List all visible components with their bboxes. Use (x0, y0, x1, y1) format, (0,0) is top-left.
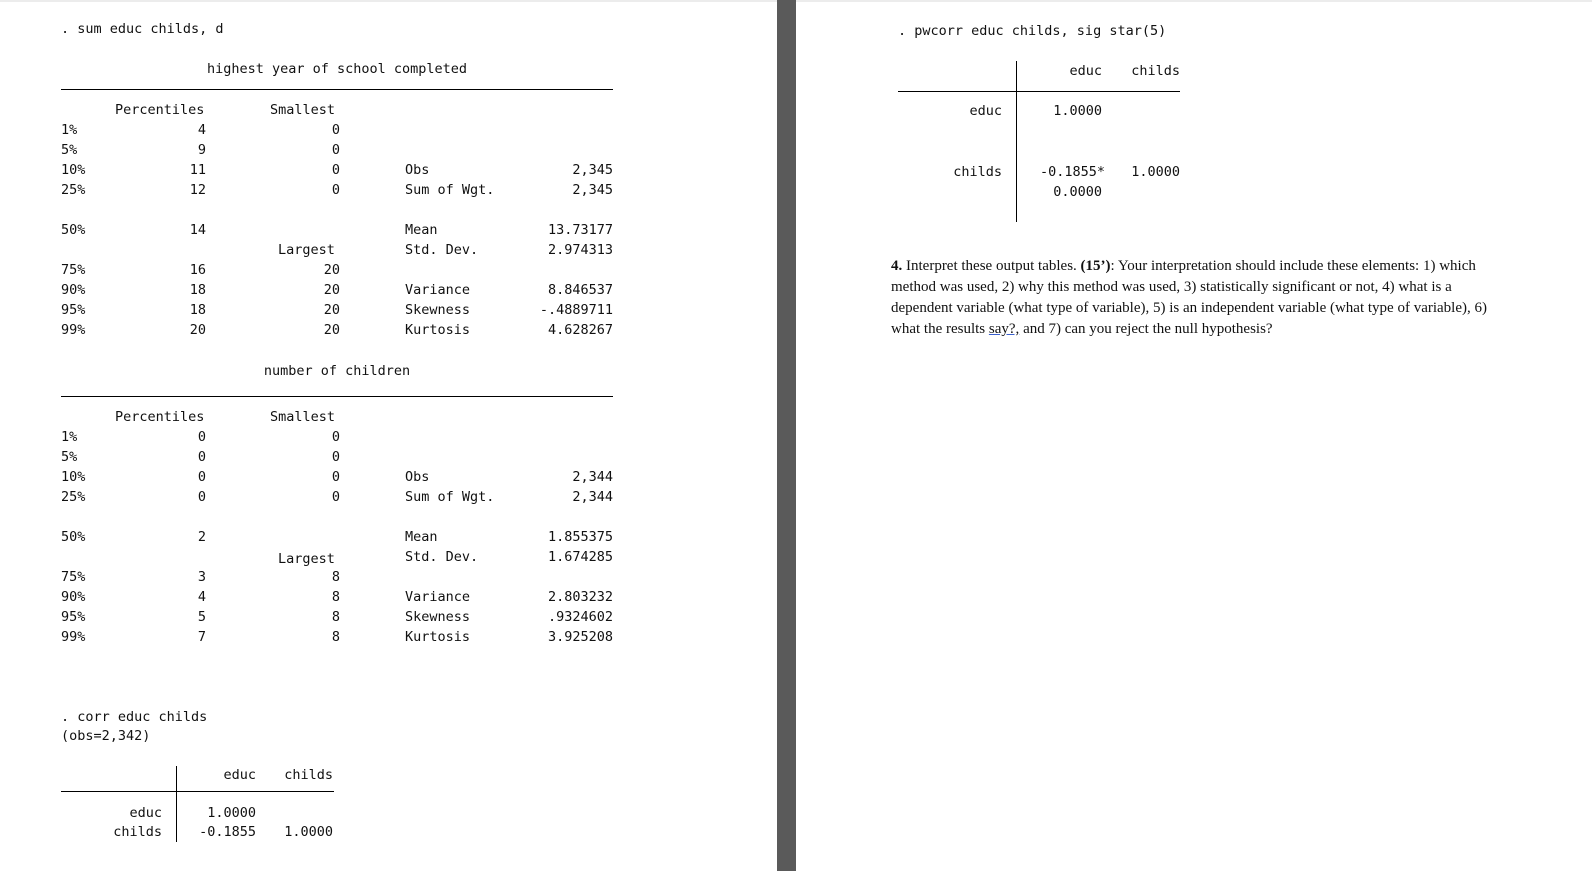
s1-stat-label: Obs (405, 162, 430, 178)
corr-r2c1: -0.1855 (199, 824, 256, 840)
s1-percent: 99% (61, 322, 86, 338)
s2-extreme-value: 0 (331, 429, 340, 445)
sum-command: . sum educ childs, d (61, 21, 224, 37)
s2-stat-value: 1.855375 (547, 529, 613, 545)
s2-extreme-value: 0 (331, 469, 340, 485)
s1-percent: 1% (61, 122, 78, 138)
section1-percentiles-header: Percentiles (115, 102, 205, 118)
section2-percentiles-header: Percentiles (115, 409, 205, 425)
pw-col-childs: childs (1131, 63, 1180, 79)
corr-obs: (obs=2,342) (61, 728, 151, 744)
pwcorr-command: . pwcorr educ childs, sig star(5) (898, 23, 1167, 39)
question-number: 4. (891, 258, 903, 274)
s1-extreme-value: 20 (323, 302, 340, 318)
s2-pct-value: 0 (197, 429, 206, 445)
corr-col-childs: childs (284, 767, 333, 783)
top-edge (0, 0, 1592, 2)
section2-title: number of children (263, 363, 411, 379)
s1-extreme-value: 20 (323, 282, 340, 298)
pw-r2c2: 1.0000 (1131, 164, 1180, 180)
s2-stat-label: Skewness (405, 609, 471, 625)
section2-rule (61, 396, 613, 397)
pw-r2-sig: 0.0000 (1053, 184, 1102, 200)
s1-extreme-value: 0 (331, 162, 340, 178)
s2-pct-value: 0 (197, 469, 206, 485)
s2-extreme-value: 8 (331, 569, 340, 585)
s1-extreme-value: 0 (331, 182, 340, 198)
s2-percent: 1% (61, 429, 78, 445)
s2-pct-value: 3 (197, 569, 206, 585)
s1-pct-value: 12 (189, 182, 206, 198)
pw-r2c1: -0.1855* (1040, 164, 1106, 180)
s1-stat-value: 8.846537 (547, 282, 613, 298)
s2-extreme-value: 8 (331, 609, 340, 625)
s1-stat-label: Kurtosis (405, 322, 471, 338)
s1-stat-label: Skewness (405, 302, 471, 318)
s2-stat-label: Std. Dev. (405, 549, 479, 565)
section1-title: highest year of school completed (206, 61, 468, 77)
s2-pct-value: 2 (197, 529, 206, 545)
s2-stat-value: 3.925208 (547, 629, 613, 645)
s2-percent: 10% (61, 469, 86, 485)
s1-percent: 5% (61, 142, 78, 158)
pw-row-educ: educ (969, 103, 1002, 119)
s1-stat-value: -.4889711 (539, 302, 613, 318)
s2-pct-value: 0 (197, 489, 206, 505)
s1-stat-value: 4.628267 (547, 322, 613, 338)
s1-percent: 25% (61, 182, 86, 198)
corr-vrule (176, 766, 177, 842)
pw-rule (898, 91, 1180, 92)
section1-smallest-header: Smallest (270, 102, 336, 118)
s2-percent: 50% (61, 529, 86, 545)
corr-rule (61, 791, 334, 792)
s1-pct-value: 9 (197, 142, 206, 158)
s2-percent: 75% (61, 569, 86, 585)
pw-col-educ: educ (1069, 63, 1102, 79)
s1-pct-value: 11 (189, 162, 206, 178)
s1-stat-value: 2,345 (572, 162, 613, 178)
s1-percent: 90% (61, 282, 86, 298)
s1-stat-value: 2.974313 (547, 242, 613, 258)
question-end: and 7) can you reject the null hypothesis? (1019, 321, 1273, 337)
s1-stat-label: Mean (405, 222, 438, 238)
s1-percent: 75% (61, 262, 86, 278)
s1-pct-value: 4 (197, 122, 206, 138)
s2-stat-value: 2,344 (572, 469, 613, 485)
pw-row-childs: childs (953, 164, 1002, 180)
s2-stat-label: Mean (405, 529, 438, 545)
corr-r2c2: 1.0000 (284, 824, 333, 840)
s2-extreme-value: 8 (331, 629, 340, 645)
s2-percent: 5% (61, 449, 78, 465)
corr-row-childs: childs (113, 824, 162, 840)
s2-stat-value: 2,344 (572, 489, 613, 505)
s2-extreme-value: 0 (331, 449, 340, 465)
s2-percent: 90% (61, 589, 86, 605)
s1-pct-value: 16 (189, 262, 206, 278)
s1-stat-label: Std. Dev. (405, 242, 479, 258)
s2-stat-label: Variance (405, 589, 471, 605)
s1-pct-value: 14 (189, 222, 206, 238)
s2-stat-value: 2.803232 (547, 589, 613, 605)
question-lead: Interpret these output tables. (902, 258, 1081, 274)
s2-pct-value: 7 (197, 629, 206, 645)
s2-percent: 95% (61, 609, 86, 625)
s1-pct-value: 18 (189, 302, 206, 318)
s1-pct-value: 18 (189, 282, 206, 298)
question-points: (15’) (1080, 258, 1111, 274)
question-say: say?, (988, 321, 1020, 337)
s2-stat-value: 1.674285 (547, 549, 613, 565)
pw-vrule (1016, 61, 1017, 222)
s1-extreme-value: 0 (331, 122, 340, 138)
section1-largest-header: Largest (278, 242, 335, 258)
s2-percent: 25% (61, 489, 86, 505)
page-divider (777, 0, 796, 871)
corr-command: . corr educ childs (61, 709, 208, 725)
s1-percent: 95% (61, 302, 86, 318)
corr-r1c1: 1.0000 (207, 805, 256, 821)
s1-percent: 50% (61, 222, 86, 238)
s1-extreme-value: 0 (331, 142, 340, 158)
corr-col-educ: educ (223, 767, 256, 783)
section1-rule (61, 89, 613, 90)
question-text (891, 256, 1511, 340)
s2-stat-label: Kurtosis (405, 629, 471, 645)
s2-stat-value: .9324602 (547, 609, 613, 625)
corr-row-educ: educ (129, 805, 162, 821)
s2-stat-label: Obs (405, 469, 430, 485)
section2-largest-header: Largest (278, 551, 335, 567)
pw-r1c1: 1.0000 (1053, 103, 1102, 119)
s2-pct-value: 0 (197, 449, 206, 465)
s2-pct-value: 5 (197, 609, 206, 625)
s1-pct-value: 20 (189, 322, 206, 338)
question-body: : Your interpretation should include these elements: 1) which method was used, 2) why this method was used, 3) statistically significant or not, 4) what is a dependent variable (what type of variable), 5) is an independent variable (what type of variable), 6) what the results (891, 258, 1488, 337)
s1-stat-label: Variance (405, 282, 471, 298)
s2-pct-value: 4 (197, 589, 206, 605)
section2-smallest-header: Smallest (270, 409, 336, 425)
s1-extreme-value: 20 (323, 262, 340, 278)
s2-extreme-value: 8 (331, 589, 340, 605)
s2-extreme-value: 0 (331, 489, 340, 505)
s2-percent: 99% (61, 629, 86, 645)
s1-stat-value: 13.73177 (547, 222, 613, 238)
s1-stat-label: Sum of Wgt. (405, 182, 495, 198)
s1-stat-value: 2,345 (572, 182, 613, 198)
s2-stat-label: Sum of Wgt. (405, 489, 495, 505)
s1-percent: 10% (61, 162, 86, 178)
s1-extreme-value: 20 (323, 322, 340, 338)
